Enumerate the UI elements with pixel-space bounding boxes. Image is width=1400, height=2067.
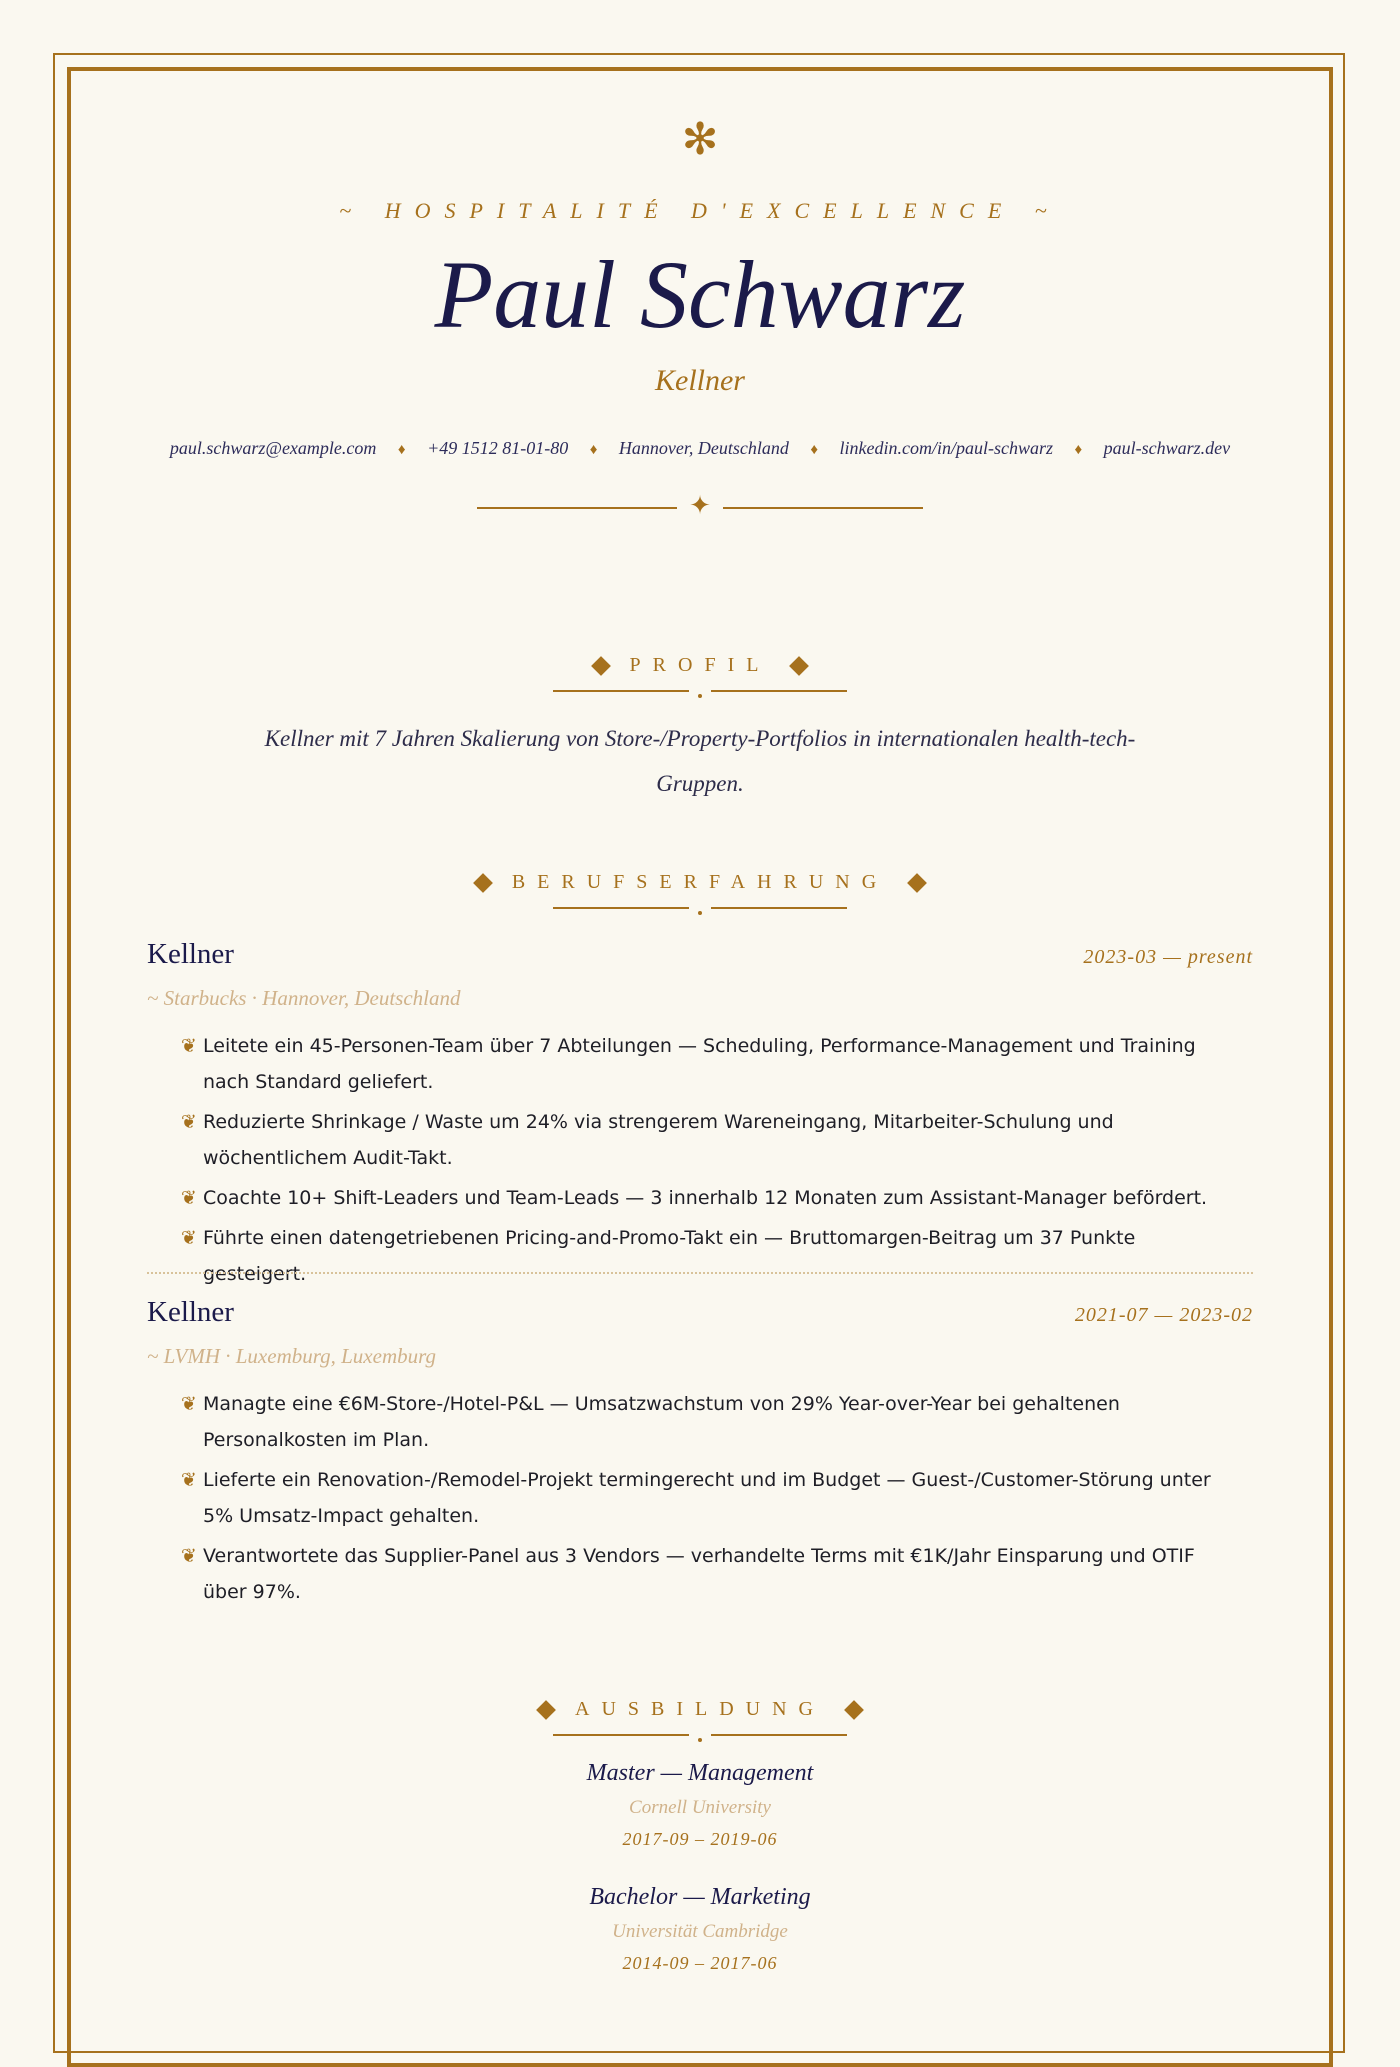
diamond-icon bbox=[790, 656, 810, 676]
contact-website[interactable]: paul-schwarz.dev bbox=[1103, 438, 1231, 458]
education-dates: 2014-09 – 2017-06 bbox=[622, 1953, 778, 1973]
job-bullets bbox=[181, 1028, 1231, 1296]
job-company: ~ LVMH · Luxemburg, Luxemburg bbox=[147, 1344, 437, 1368]
fleuron-bullet-icon: ❦ bbox=[181, 1035, 197, 1057]
section-title: BERUFSERFAHRUNG bbox=[511, 871, 889, 893]
school: Cornell University bbox=[629, 1797, 771, 1818]
tagline: ~ HOSPITALITÉ D'EXCELLENCE ~ bbox=[339, 198, 1061, 223]
contact-bar bbox=[147, 438, 1253, 459]
degree: Bachelor — Marketing bbox=[589, 1884, 811, 1910]
section-heading-education bbox=[147, 1698, 1253, 1742]
diamond-icon bbox=[473, 873, 493, 893]
contact-linkedin[interactable]: linkedin.com/in/paul-schwarz bbox=[839, 438, 1053, 458]
candidate-name: Paul Schwarz bbox=[434, 241, 966, 348]
diamond-separator-icon: ♦ bbox=[589, 442, 598, 458]
entry-divider bbox=[147, 1272, 1253, 1274]
diamond-icon bbox=[591, 656, 611, 676]
education-entry bbox=[147, 1884, 1253, 1974]
candidate-role: Kellner bbox=[655, 364, 745, 397]
star-icon: ✦ bbox=[689, 491, 711, 520]
education-entry bbox=[147, 1760, 1253, 1850]
list-item: ❦ Leitete ein 45-Personen-Team über 7 Abteilungen — Scheduling, Performance-Management und Training nach Standard geliefert. bbox=[181, 1028, 1231, 1100]
job-dates: 2021-07 — 2023-02 bbox=[1074, 1304, 1253, 1326]
diamond-icon bbox=[536, 1700, 556, 1720]
job-dates: 2023-03 — present bbox=[1083, 946, 1253, 968]
flourish-icon: ✻ bbox=[681, 115, 719, 164]
diamond-icon bbox=[844, 1700, 864, 1720]
fleuron-bullet-icon: ❦ bbox=[181, 1469, 197, 1491]
degree: Master — Management bbox=[586, 1760, 814, 1786]
section-heading-experience bbox=[147, 871, 1253, 915]
contact-phone[interactable]: +49 1512 81-01-80 bbox=[427, 438, 569, 458]
list-item: ❦ Lieferte ein Renovation-/Remodel-Projekt termingerecht und im Budget — Guest-/Customer-Störung unter 5% Umsatz-Impact gehalten. bbox=[181, 1462, 1231, 1534]
fleuron-bullet-icon: ❦ bbox=[181, 1187, 197, 1209]
list-item: ❦ Coachte 10+ Shift-Leaders und Team-Leads — 3 innerhalb 12 Monaten zum Assistant-Manager befördert. bbox=[181, 1180, 1231, 1216]
list-item: ❦ Führte einen datengetriebenen Pricing-and-Promo-Takt ein — Bruttomargen-Beitrag um 37 Punkte gesteigert. bbox=[181, 1220, 1231, 1292]
job-company: ~ Starbucks · Hannover, Deutschland bbox=[147, 986, 461, 1010]
diamond-separator-icon: ♦ bbox=[397, 442, 406, 458]
list-item: ❦ Reduzierte Shrinkage / Waste um 24% via strengerem Wareneingang, Mitarbeiter-Schulung und wöchentlichem Audit-Takt. bbox=[181, 1104, 1231, 1176]
school: Universität Cambridge bbox=[612, 1921, 788, 1942]
job-title: Kellner bbox=[147, 938, 234, 970]
section-heading-profile bbox=[147, 654, 1253, 698]
diamond-icon bbox=[907, 873, 927, 893]
diamond-separator-icon: ♦ bbox=[1074, 442, 1083, 458]
contact-email[interactable]: paul.schwarz@example.com bbox=[169, 438, 377, 458]
job-title: Kellner bbox=[147, 1296, 234, 1328]
profile-summary: Kellner mit 7 Jahren Skalierung von Store-/Property-Portfolios in internationalen health-tech-Gruppen. bbox=[264, 726, 1136, 796]
contact-location: Hannover, Deutschland bbox=[618, 438, 789, 458]
section-title: PROFIL bbox=[629, 654, 771, 676]
education-dates: 2017-09 – 2019-06 bbox=[622, 1829, 778, 1849]
fleuron-bullet-icon: ❦ bbox=[181, 1545, 197, 1567]
fleuron-bullet-icon: ❦ bbox=[181, 1393, 197, 1415]
section-title: AUSBILDUNG bbox=[575, 1698, 825, 1720]
list-item: ❦ Verantwortete das Supplier-Panel aus 3 Vendors — verhandelte Terms mit €1K/Jahr Einsparung und OTIF über 97%. bbox=[181, 1538, 1231, 1610]
job-bullets bbox=[181, 1386, 1231, 1614]
list-item: ❦ Managte eine €6M-Store-/Hotel-P&L — Umsatzwachstum von 29% Year-over-Year bei gehaltenen Personalkosten im Plan. bbox=[181, 1386, 1231, 1458]
header-divider bbox=[477, 491, 923, 520]
fleuron-bullet-icon: ❦ bbox=[181, 1111, 197, 1133]
diamond-separator-icon: ♦ bbox=[810, 442, 818, 458]
fleuron-bullet-icon: ❦ bbox=[181, 1227, 197, 1249]
